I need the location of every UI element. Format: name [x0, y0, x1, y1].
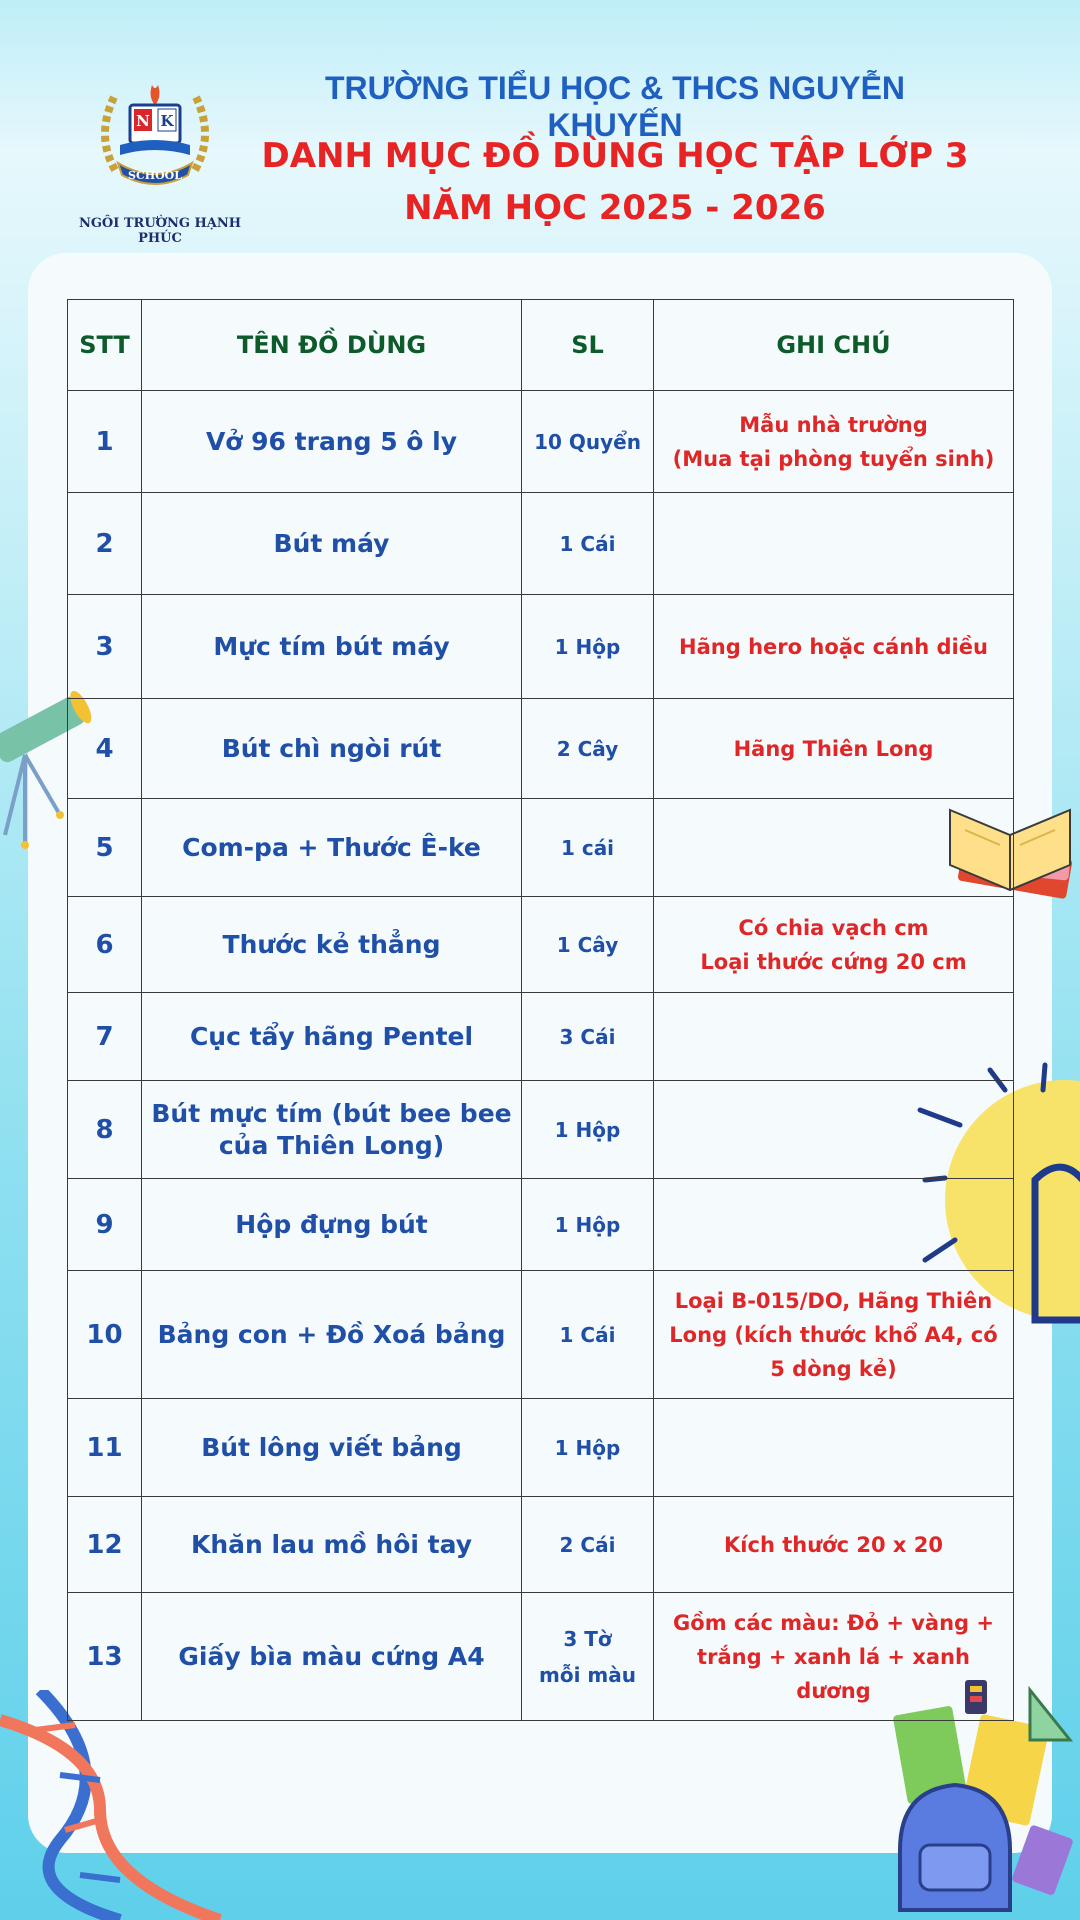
school-logo-icon	[90, 75, 220, 205]
row-item-name: Thước kẻ thẳng	[142, 897, 522, 993]
row-quantity: 2 Cây	[522, 699, 654, 799]
table-row	[68, 1271, 1014, 1399]
title-line-2: NĂM HỌC 2025 - 2026	[404, 188, 826, 228]
title-line-1: DANH MỤC ĐỒ DÙNG HỌC TẬP LỚP 3	[261, 136, 969, 176]
row-stt: 13	[68, 1593, 142, 1721]
row-stt: 4	[68, 699, 142, 799]
row-note	[654, 799, 1014, 897]
row-quantity: 1 Cái	[522, 1271, 654, 1399]
table-row	[68, 1593, 1014, 1721]
logo-letter-n: N	[136, 112, 150, 130]
svg-text:SCHOOL: SCHOOL	[128, 169, 182, 182]
row-quantity: 1 Hộp	[522, 1081, 654, 1179]
row-quantity: 2 Cái	[522, 1497, 654, 1593]
header-note: GHI CHÚ	[654, 300, 1014, 391]
header-quantity: SL	[522, 300, 654, 391]
row-note: Có chia vạch cm Loại thước cứng 20 cm	[654, 897, 1014, 993]
row-quantity: 1 Cây	[522, 897, 654, 993]
row-stt: 2	[68, 493, 142, 595]
row-note	[654, 1081, 1014, 1179]
row-item-name: Com-pa + Thước Ê-ke	[142, 799, 522, 897]
row-item-name: Bút mực tím (bút bee bee của Thiên Long)	[142, 1081, 522, 1179]
row-quantity: 1 Cái	[522, 493, 654, 595]
row-quantity: 3 Tờ mỗi màu	[522, 1593, 654, 1721]
table-row	[68, 993, 1014, 1081]
table-row	[68, 897, 1014, 993]
row-stt: 10	[68, 1271, 142, 1399]
row-item-name: Hộp đựng bút	[142, 1179, 522, 1271]
supplies-table	[67, 299, 1014, 1721]
row-stt: 5	[68, 799, 142, 897]
table-row	[68, 1497, 1014, 1593]
row-note: Hãng hero hoặc cánh diều	[654, 595, 1014, 699]
table-row	[68, 799, 1014, 897]
header-stt: STT	[68, 300, 142, 391]
row-note: Loại B-015/DO, Hãng Thiên Long (kích thước khổ A4, có 5 dòng kẻ)	[654, 1271, 1014, 1399]
row-stt: 12	[68, 1497, 142, 1593]
row-note: Hãng Thiên Long	[654, 699, 1014, 799]
table-row	[68, 493, 1014, 595]
header	[0, 0, 1080, 250]
row-item-name: Khăn lau mồ hôi tay	[142, 1497, 522, 1593]
row-quantity: 1 Hộp	[522, 595, 654, 699]
school-name: TRƯỜNG TIỂU HỌC & THCS NGUYỄN KHUYẾN	[324, 70, 906, 143]
row-stt: 7	[68, 993, 142, 1081]
row-item-name: Cục tẩy hãng Pentel	[142, 993, 522, 1081]
row-stt: 11	[68, 1399, 142, 1497]
row-item-name: Bút máy	[142, 493, 522, 595]
row-stt: 6	[68, 897, 142, 993]
table-row	[68, 1179, 1014, 1271]
table-row	[68, 1081, 1014, 1179]
document-title	[255, 130, 975, 234]
dna-icon	[0, 1690, 240, 1920]
table-header-row	[68, 300, 1014, 391]
row-stt: 9	[68, 1179, 142, 1271]
row-quantity: 1 cái	[522, 799, 654, 897]
row-item-name: Mực tím bút máy	[142, 595, 522, 699]
row-item-name: Vở 96 trang 5 ô ly	[142, 391, 522, 493]
row-item-name: Giấy bìa màu cứng A4	[142, 1593, 522, 1721]
row-quantity: 10 Quyển	[522, 391, 654, 493]
row-note: Gồm các màu: Đỏ + vàng + trắng + xanh lá + xanh dương	[654, 1593, 1014, 1721]
school-slogan: NGÔI TRƯỜNG HẠNH PHÚC	[78, 216, 242, 246]
logo-letter-k: K	[160, 112, 174, 130]
table-row	[68, 391, 1014, 493]
row-note	[654, 993, 1014, 1081]
row-note	[654, 493, 1014, 595]
row-quantity: 1 Hộp	[522, 1399, 654, 1497]
row-item-name: Bút lông viết bảng	[142, 1399, 522, 1497]
row-item-name: Bút chì ngòi rút	[142, 699, 522, 799]
row-note: Kích thước 20 x 20	[654, 1497, 1014, 1593]
row-stt: 3	[68, 595, 142, 699]
row-quantity: 3 Cái	[522, 993, 654, 1081]
row-note	[654, 1179, 1014, 1271]
row-note: Mẫu nhà trường (Mua tại phòng tuyển sinh)	[654, 391, 1014, 493]
header-item-name: TÊN ĐỒ DÙNG	[142, 300, 522, 391]
row-stt: 1	[68, 391, 142, 493]
row-note	[654, 1399, 1014, 1497]
table-row	[68, 699, 1014, 799]
table-row	[68, 595, 1014, 699]
row-quantity: 1 Hộp	[522, 1179, 654, 1271]
row-stt: 8	[68, 1081, 142, 1179]
table-row	[68, 1399, 1014, 1497]
row-item-name: Bảng con + Đồ Xoá bảng	[142, 1271, 522, 1399]
